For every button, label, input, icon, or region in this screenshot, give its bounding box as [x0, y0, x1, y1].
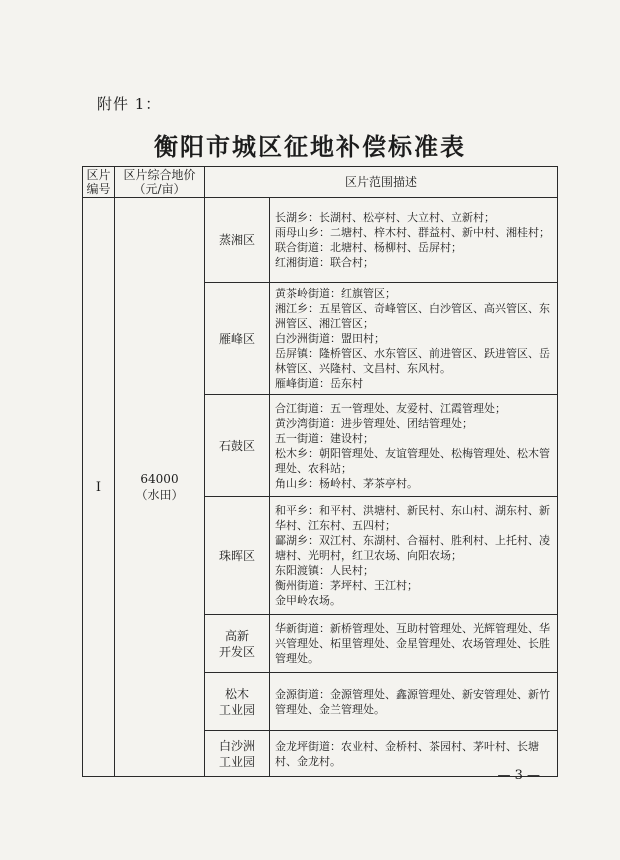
district-name-line: 高新	[224, 628, 249, 643]
district-description	[270, 615, 558, 673]
district-name-line: 工业园	[218, 702, 255, 717]
district-name	[205, 673, 270, 731]
description-line: 金甲岭农场。	[275, 594, 341, 607]
description-line: 白沙洲街道：盟田村；	[275, 332, 385, 345]
table-body	[83, 198, 558, 777]
district-name-line: 工业园	[218, 754, 255, 769]
compensation-table	[82, 166, 558, 777]
header-zone-code	[83, 167, 115, 198]
description-line: 联合街道：北塘村、杨柳村、岳屏村；	[275, 241, 462, 254]
description-line: 雁峰街道：岳东村	[275, 377, 363, 390]
description-line: 金源街道：金源管理处、鑫源管理处、新安管理处、新竹管理处、金兰管理处。	[275, 687, 550, 716]
district-name	[205, 731, 270, 777]
district-name-line: 珠晖区	[218, 548, 255, 563]
description-line: 东阳渡镇：人民村；	[275, 564, 374, 577]
description-line: 角山乡：杨岭村、茅茶亭村。	[275, 476, 418, 490]
district-name	[205, 497, 270, 615]
description-line: 岳屏镇：隆桥管区、水东管区、前进管区、跃进管区、岳林管区、兴隆村、文昌村、东风村。	[275, 347, 550, 375]
description-line: 黄沙湾街道：进步管理处、团结管理处；	[275, 416, 473, 430]
page-title: 衡阳市城区征地补偿标准表	[154, 132, 466, 161]
district-name-line: 开发区	[218, 644, 255, 659]
header-zone-code-line2: 编号	[86, 182, 111, 196]
district-name-line: 白沙洲	[218, 738, 255, 753]
description-line: 和平乡：和平村、洪塘村、新民村、东山村、湖东村、新华村、江东村、五四村；	[275, 504, 550, 532]
district-description	[270, 497, 558, 615]
district-description	[270, 395, 558, 497]
header-zone-description: 区片范围描述	[205, 167, 558, 198]
district-description	[270, 198, 558, 283]
table-row	[83, 198, 558, 283]
header-zone-price	[115, 167, 205, 198]
description-line: 酃湖乡：双江村、东湖村、合福村、胜利村、上托村、凌塘村、光明村，红卫农场、向阳农场；	[275, 534, 550, 562]
header-zone-price-line1: 区片综合地价	[123, 168, 196, 182]
district-name	[205, 615, 270, 673]
description-line: 红湘街道：联合村；	[275, 256, 374, 269]
district-name-line: 雁峰区	[218, 331, 255, 346]
district-description	[270, 283, 558, 395]
zone-price-value: 64000	[140, 472, 179, 486]
attachment-label: 附件 1：	[97, 95, 162, 113]
description-line: 五一街道：建设村；	[275, 431, 374, 445]
district-name	[205, 395, 270, 497]
zone-price-note: （水田）	[135, 488, 184, 502]
table-header-row	[83, 167, 558, 198]
header-zone-code-line1: 区片	[86, 168, 111, 182]
description-line: 黄茶岭街道：红旗管区；	[275, 287, 396, 300]
zone-code: I	[83, 198, 115, 777]
district-name	[205, 198, 270, 283]
header-zone-price-line2: （元/亩）	[133, 182, 186, 196]
description-line: 华新街道：新桥管理处、互助村管理处、光辉管理处、华兴管理处、柘里管理处、金星管理处、农场管理处、长胜管理处。	[275, 622, 550, 665]
description-line: 衡州街道：茅坪村、王江村；	[275, 579, 418, 592]
description-line: 松木乡：朝阳管理处、友谊管理处、松梅管理处、松木管理处、农科站；	[275, 446, 550, 475]
description-line: 金龙坪街道：农业村、金桥村、茶园村、茅叶村、长塘村、金龙村。	[275, 739, 539, 768]
district-description	[270, 673, 558, 731]
district-name-line: 松木	[224, 686, 249, 701]
description-line: 合江街道：五一管理处、友爱村、江霞管理处；	[275, 401, 506, 415]
district-name	[205, 283, 270, 395]
description-line: 雨母山乡：二塘村、梓木村、群益村、新中村、湘桂村；	[275, 226, 550, 239]
page-number: — 3 —	[497, 768, 540, 783]
district-name-line: 石鼓区	[218, 438, 255, 453]
description-line: 长湖乡：长湖村、松亭村、大立村、立新村；	[275, 211, 495, 224]
district-name-line: 蒸湘区	[218, 233, 255, 247]
zone-price	[115, 198, 205, 777]
description-line: 湘江乡：五星管区、奇峰管区、白沙管区、高兴管区、东洲管区、湘江管区；	[275, 302, 550, 330]
